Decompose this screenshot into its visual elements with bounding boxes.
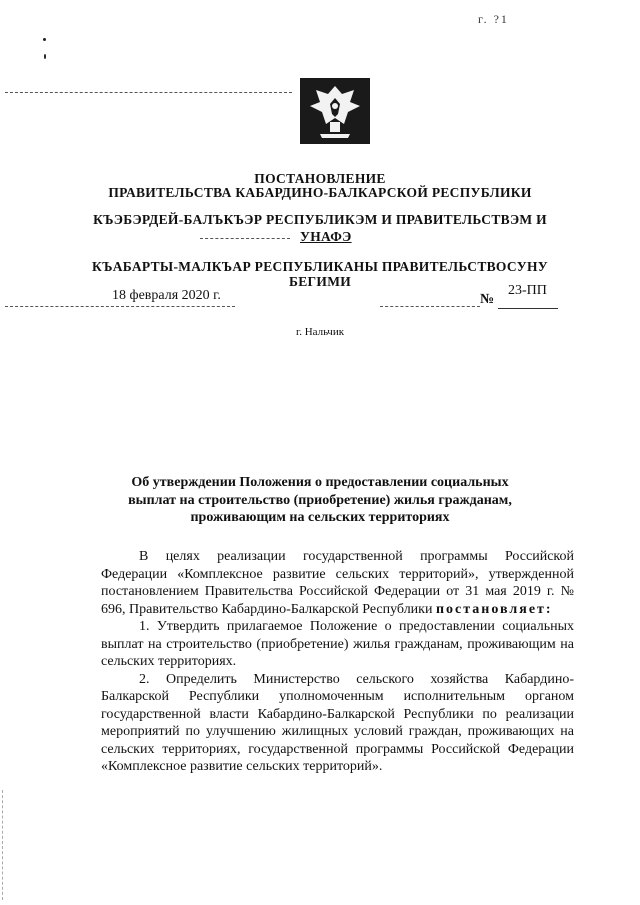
corner-handwritten-mark: г. ?1	[478, 12, 509, 26]
issuer-kabardian-line2: УНАФЭ	[300, 229, 352, 244]
body-paragraph-2: 2. Определить Министерство сельского хозяйства Кабардино-Балкарской Республики уполномоченным исполнительным органом государственной власти Кабардино-Балкарской Республики по реализации мероприятий по улучшению жилищных условий граждан, проживающих на сельских территориях, государственной программы Российской Федерации «Комплексное развитие сельских территорий».	[101, 671, 574, 774]
preamble-text: В целях реализации государственной программы Российской Федерации «Комплексное развитие сельских территорий», утвержденной постановлением Правительства Российской Федерации от 31 мая 2019 г. № 696, Правительство Кабардино-Балкарской Республики	[101, 549, 574, 617]
date-rule	[5, 306, 235, 307]
title-line: Об утверждении Положения о предоставлении социальных	[131, 475, 509, 490]
decree-date: 18 февраля 2020 г.	[112, 288, 221, 303]
body-paragraph-preamble	[101, 548, 574, 618]
decree-body	[101, 548, 574, 776]
issuer-balkar-line1: КЪАБАРТЫ-МАЛКЪАР РЕСПУБЛИКАНЫ ПРАВИТЕЛЬСТВОСУНУ	[92, 259, 548, 274]
number-sign: №	[480, 292, 495, 307]
issuer-balkar-line2: БЕГИМИ	[288, 274, 352, 289]
decree-city: г. Нальчик	[295, 326, 345, 338]
number-rule	[380, 306, 480, 307]
issuer-kabardian-line1: КЪЭБЭРДЕЙ-БАЛЪКЪЭР РЕСПУБЛИКЭМ И ПРАВИТЕЛЬСТВЭМ И	[93, 212, 547, 227]
decree-verb: постановляет:	[435, 601, 553, 617]
decree-number: 23-ПП	[508, 283, 547, 298]
issuer-russian: ПРАВИТЕЛЬСТВА КАБАРДИНО-БАЛКАРСКОЙ РЕСПУБЛИКИ	[108, 185, 532, 200]
scan-speck	[44, 54, 46, 59]
title-line: выплат на строительство (приобретение) жилья гражданам,	[128, 492, 512, 508]
coat-of-arms-emblem-icon	[298, 76, 372, 146]
scan-edge-mark	[2, 790, 4, 900]
number-underline	[498, 308, 558, 309]
scan-speck	[43, 38, 46, 41]
decree-title	[120, 474, 520, 527]
body-paragraph-1: 1. Утвердить прилагаемое Положение о предоставлении социальных выплат на строительство (приобретение) жилья гражданам, проживающим на сельских территориях.	[101, 619, 574, 669]
title-line: проживающим на сельских территориях	[190, 510, 450, 525]
header-rule	[200, 238, 290, 239]
header-rule-left	[5, 92, 292, 93]
doc-type: ПОСТАНОВЛЕНИЕ	[254, 171, 386, 186]
